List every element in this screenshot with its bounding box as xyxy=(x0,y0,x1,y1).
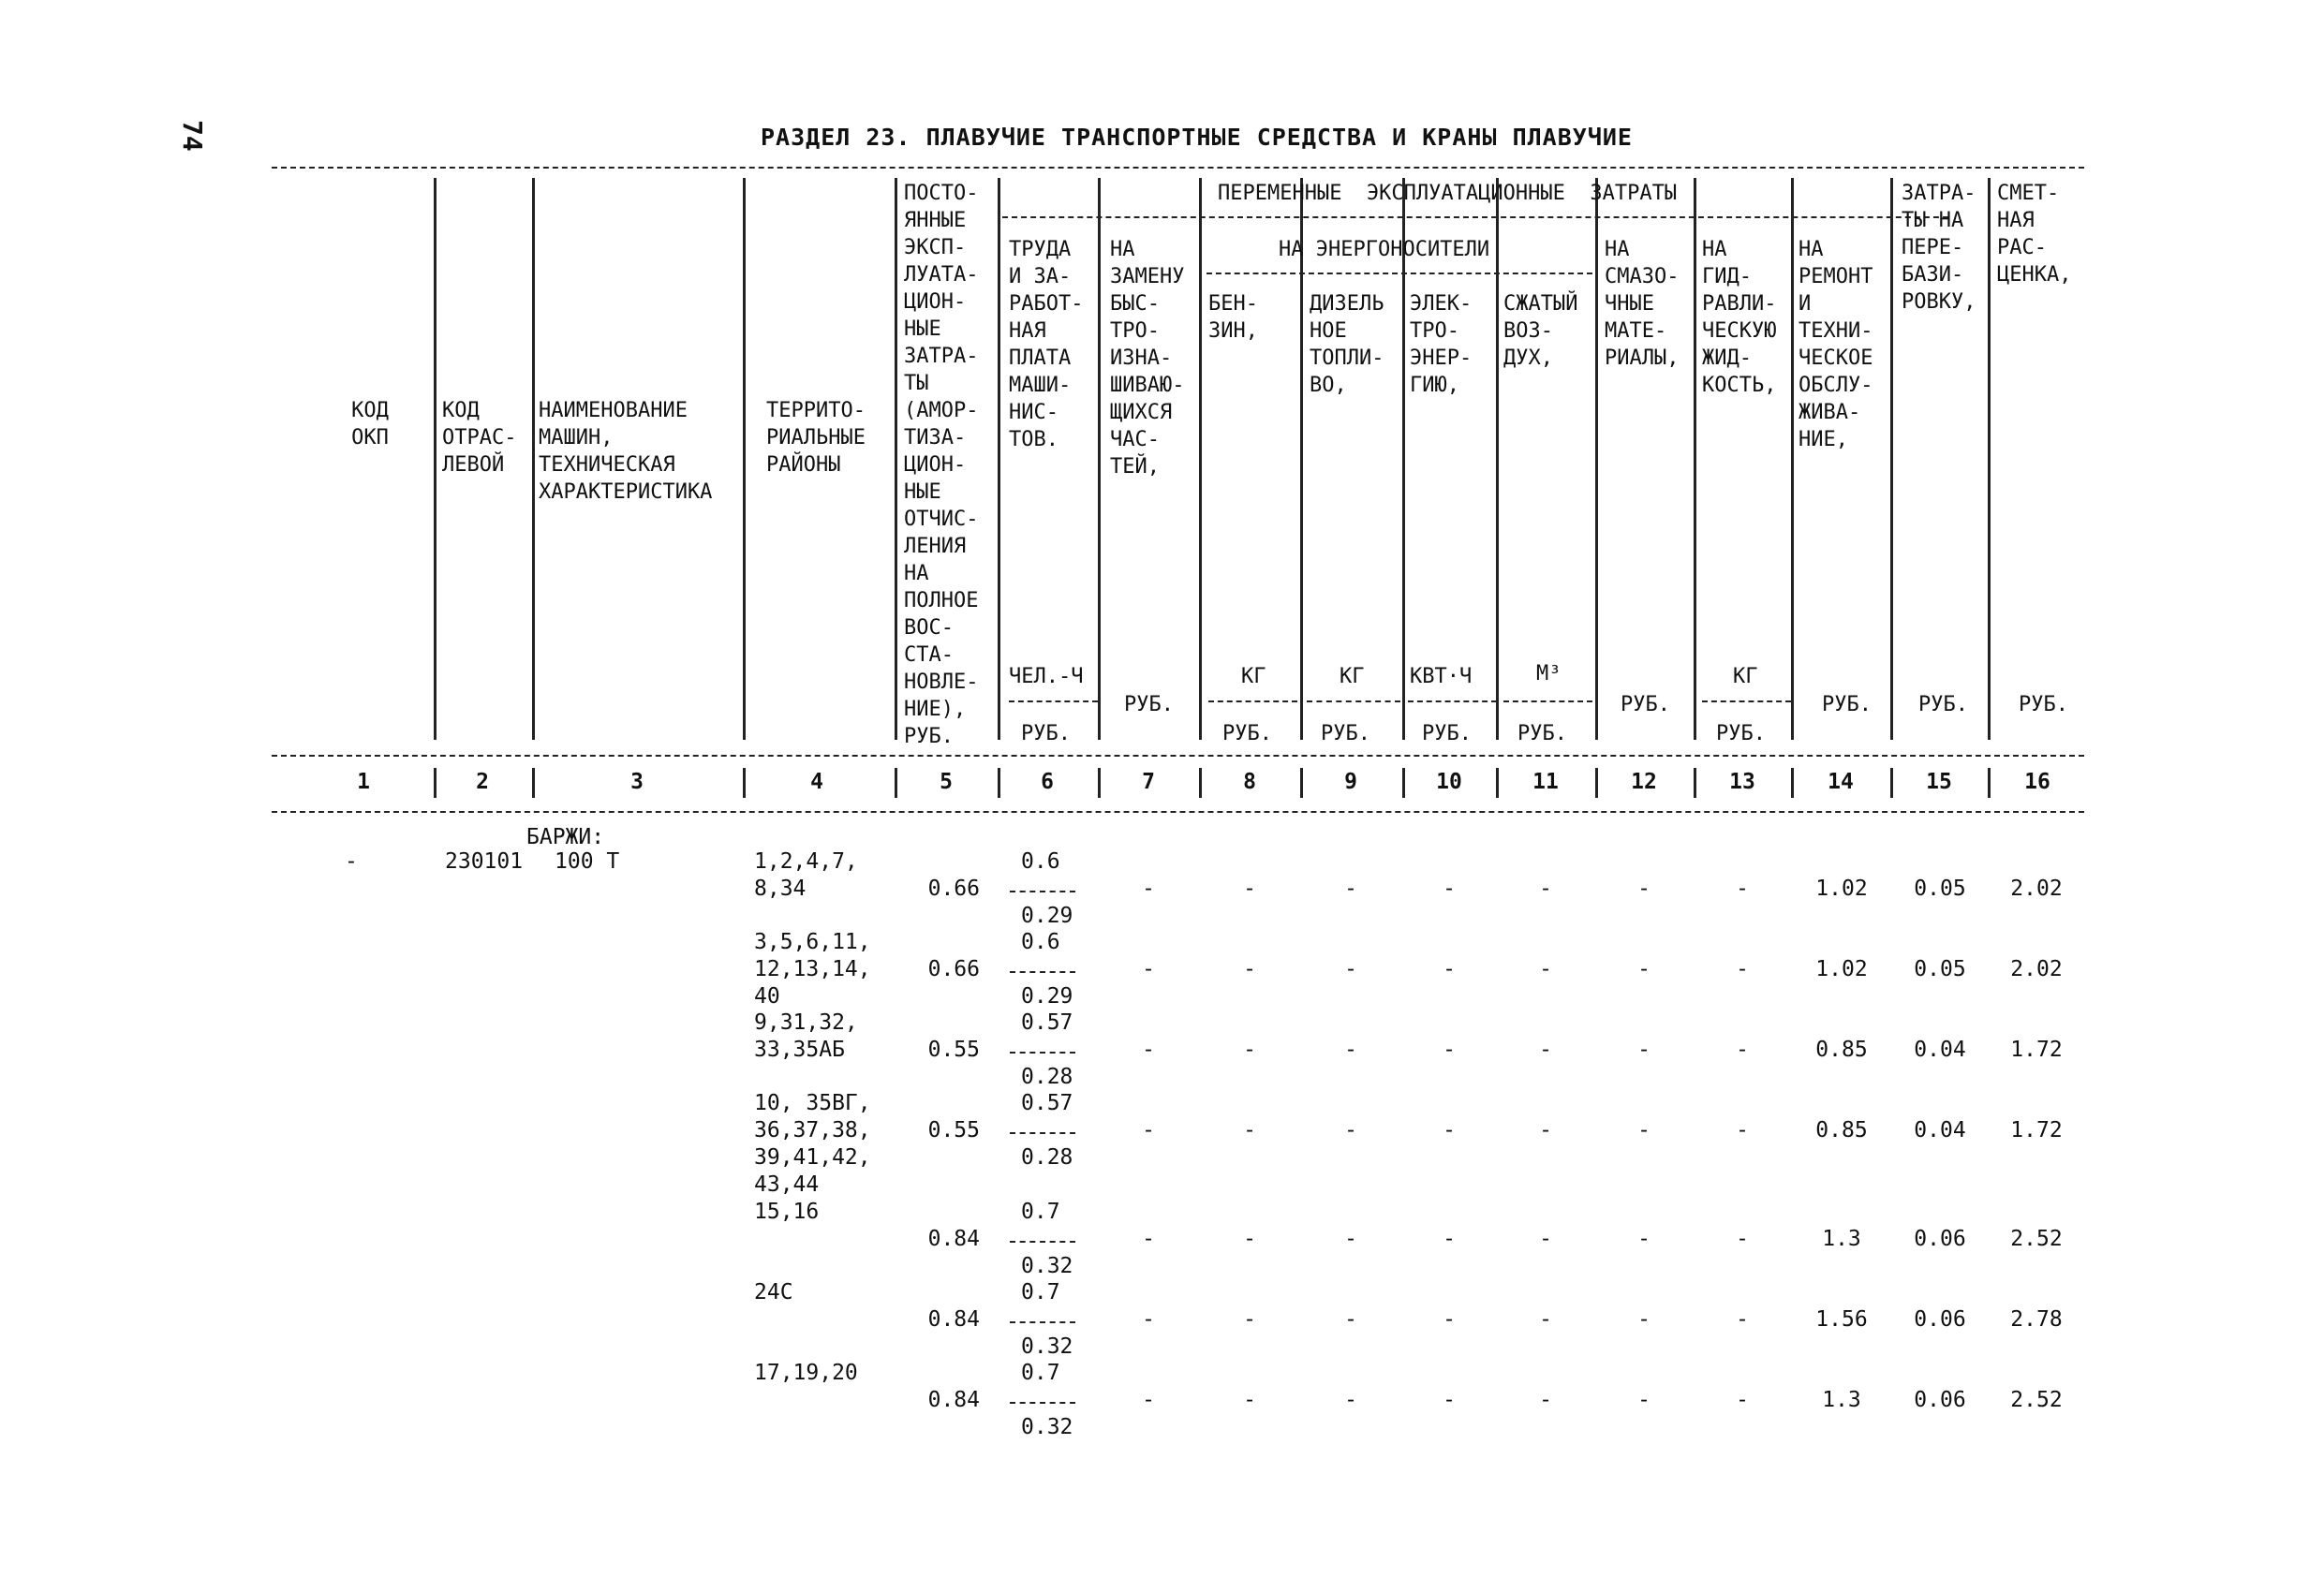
row-empty-value: - xyxy=(1243,1227,1256,1251)
row-truda-bottom: 0.28 xyxy=(1021,1065,1073,1089)
header-energy-group: НА ЭНЕРГОНОСИТЕЛИ xyxy=(1279,238,1490,261)
row-truda-top: 0.7 xyxy=(1021,1280,1060,1305)
column-number-divider xyxy=(895,768,897,798)
row-perebazirovka: 0.06 xyxy=(1914,1307,1966,1332)
row-truda-top: 0.57 xyxy=(1021,1010,1073,1035)
header-remont: НА РЕМОНТ И ТЕХНИ- ЧЕСКОЕ ОБСЛУ- ЖИВА- НИЕ, xyxy=(1799,238,1873,451)
column-number: 15 xyxy=(1926,770,1952,794)
header-kod-okp: КОД ОКП xyxy=(351,399,389,450)
row-empty-value: - xyxy=(1539,1307,1552,1332)
column-divider xyxy=(1988,178,1991,740)
header-postoyannye-zatraty: ПОСТО- ЯННЫЕ ЭКСП- ЛУАТА- ЦИОН- НЫЕ ЗАТРА- ТЫ (АМОР- ТИЗА- ЦИОН- НЫЕ ОТЧИС- ЛЕНИЯ НА ПОЛНОЕ ВОС- СТА- НОВЛЕ- НИЕ), РУБ. xyxy=(904,182,979,748)
row-smetnaya: 2.02 xyxy=(2010,877,2063,901)
header-benzin-unit-bottom: РУБ. xyxy=(1222,722,1272,745)
column-divider xyxy=(1694,178,1696,740)
column-number: 13 xyxy=(1729,770,1755,794)
numbers-bottom-rule xyxy=(272,811,2084,813)
row-empty-value: - xyxy=(1243,957,1256,981)
row-empty-value: - xyxy=(1637,1307,1650,1332)
row-empty-value: - xyxy=(1637,1118,1650,1142)
column-divider xyxy=(1791,178,1794,740)
truda-unit-rule xyxy=(1009,700,1098,702)
energy-group-rule xyxy=(1206,273,1592,274)
header-benzin: БЕН- ЗИН, xyxy=(1208,292,1258,343)
column-number-divider xyxy=(1694,768,1696,798)
header-truda: ТРУДА И ЗА- РАБОТ- НАЯ ПЛАТА МАШИ- НИС- ТОВ. xyxy=(1009,238,1084,451)
machine-name: 100 Т xyxy=(555,849,620,874)
row-truda-bottom: 0.29 xyxy=(1021,984,1073,1009)
column-number-divider xyxy=(532,768,535,798)
row-empty-value: - xyxy=(1443,1307,1456,1332)
row-regions: 10, 35ВГ, 36,37,38, 39,41,42, 43,44 xyxy=(754,1091,871,1197)
header-territorialnye-rayony: ТЕРРИТО- РИАЛЬНЫЕ РАЙОНЫ xyxy=(766,399,866,477)
row-regions: 24С xyxy=(754,1280,793,1305)
row-postoyannye: 0.55 xyxy=(927,1118,980,1142)
column-number: 5 xyxy=(940,770,953,794)
row-smetnaya: 1.72 xyxy=(2010,1038,2063,1062)
row-remont: 1.3 xyxy=(1822,1388,1861,1412)
row-fraction-rule xyxy=(1010,1241,1075,1243)
column-number: 6 xyxy=(1041,770,1054,794)
header-smetnaya-rascenka-unit: РУБ. xyxy=(2019,693,2068,716)
szhatyy-vozdukh-unit-rule xyxy=(1503,700,1592,702)
row-empty-value: - xyxy=(1243,1388,1256,1412)
row-smetnaya: 2.78 xyxy=(2010,1307,2063,1332)
row-empty-value: - xyxy=(1142,1227,1155,1251)
row-empty-value: - xyxy=(1736,1307,1749,1332)
header-remont-unit: РУБ. xyxy=(1822,693,1872,716)
row-empty-value: - xyxy=(1637,877,1650,901)
column-number-divider xyxy=(1098,768,1101,798)
row-empty-value: - xyxy=(1539,1227,1552,1251)
row-postoyannye: 0.84 xyxy=(927,1227,980,1251)
column-number: 2 xyxy=(476,770,489,794)
header-szhatyy-vozdukh: СЖАТЫЙ ВОЗ- ДУХ, xyxy=(1503,292,1578,370)
row-postoyannye: 0.55 xyxy=(927,1038,980,1062)
column-number: 10 xyxy=(1436,770,1462,794)
header-variable-group: ПЕРЕМЕННЫЕ ЭКСПЛУАТАЦИОННЫЕ ЗАТРАТЫ xyxy=(1218,182,1678,205)
row-remont: 1.02 xyxy=(1815,877,1868,901)
column-divider xyxy=(434,178,437,740)
row-remont: 1.02 xyxy=(1815,957,1868,981)
row-empty-value: - xyxy=(1539,877,1552,901)
header-na-zamenu: НА ЗАМЕНУ БЫС- ТРО- ИЗНА- ШИВАЮ- ЩИХСЯ ЧАС- ТЕЙ, xyxy=(1110,238,1185,479)
row-postoyannye: 0.66 xyxy=(927,877,980,901)
row-truda-top: 0.6 xyxy=(1021,849,1060,874)
row-fraction-rule xyxy=(1010,1132,1075,1134)
row-empty-value: - xyxy=(1736,877,1749,901)
row-perebazirovka: 0.04 xyxy=(1914,1118,1966,1142)
row-perebazirovka: 0.05 xyxy=(1914,877,1966,901)
column-divider xyxy=(532,178,535,740)
row-empty-value: - xyxy=(1539,957,1552,981)
row-empty-value: - xyxy=(1243,1307,1256,1332)
column-number-divider xyxy=(1595,768,1598,798)
row-fraction-rule xyxy=(1010,891,1075,892)
header-gidravlicheskaya-unit-top: КГ xyxy=(1733,665,1758,688)
row-empty-value: - xyxy=(1539,1388,1552,1412)
row-postoyannye: 0.84 xyxy=(927,1388,980,1412)
row-empty-value: - xyxy=(1443,1227,1456,1251)
row-empty-value: - xyxy=(1443,957,1456,981)
row-empty-value: - xyxy=(1344,957,1357,981)
column-number: 7 xyxy=(1142,770,1155,794)
row-smetnaya: 2.02 xyxy=(2010,957,2063,981)
row-smetnaya: 2.52 xyxy=(2010,1388,2063,1412)
row-fraction-rule xyxy=(1010,1052,1075,1054)
column-number: 1 xyxy=(357,770,370,794)
header-smazochnye: НА СМАЗО- ЧНЫЕ МАТЕ- РИАЛЫ, xyxy=(1605,238,1680,370)
row-empty-value: - xyxy=(1637,1227,1650,1251)
row-empty-value: - xyxy=(1344,1038,1357,1062)
column-number: 4 xyxy=(810,770,823,794)
row-empty-value: - xyxy=(1736,1388,1749,1412)
column-number: 8 xyxy=(1243,770,1256,794)
row-regions: 15,16 xyxy=(754,1200,820,1224)
benzin-unit-rule xyxy=(1208,700,1297,702)
header-naimenovanie: НАИМЕНОВАНИЕ МАШИН, ТЕХНИЧЕСКАЯ ХАРАКТЕРИСТИКА xyxy=(539,399,713,504)
row-perebazirovka: 0.06 xyxy=(1914,1227,1966,1251)
section-title: РАЗДЕЛ 23. ПЛАВУЧИЕ ТРАНСПОРТНЫЕ СРЕДСТВА И КРАНЫ ПЛАВУЧИЕ xyxy=(761,124,1633,151)
header-szhatyy-vozdukh-unit-top: М³ xyxy=(1536,662,1562,685)
page-number: 74 xyxy=(177,120,208,152)
column-number: 16 xyxy=(2024,770,2050,794)
row-empty-value: - xyxy=(1142,1307,1155,1332)
column-number-divider xyxy=(998,768,1000,798)
column-number-divider xyxy=(1300,768,1303,798)
row-empty-value: - xyxy=(1443,1118,1456,1142)
header-kod-otraslevoy: КОД ОТРАС- ЛЕВОЙ xyxy=(442,399,517,477)
header-na-zamenu-unit: РУБ. xyxy=(1124,693,1174,716)
header-benzin-unit-top: КГ xyxy=(1241,665,1266,688)
header-elektroenergiya-unit-top: КВТ·Ч xyxy=(1410,665,1473,688)
header-bottom-rule xyxy=(272,755,2084,757)
row-smetnaya: 1.72 xyxy=(2010,1118,2063,1142)
row-perebazirovka: 0.04 xyxy=(1914,1038,1966,1062)
row-empty-value: - xyxy=(1142,1038,1155,1062)
header-dizel: ДИЗЕЛЬ НОЕ ТОПЛИ- ВО, xyxy=(1310,292,1384,397)
row-regions: 3,5,6,11, 12,13,14, 40 xyxy=(754,930,871,1009)
row-regions: 17,19,20 xyxy=(754,1361,858,1385)
header-perebazirovka-unit: РУБ. xyxy=(1918,693,1968,716)
row-fraction-rule xyxy=(1010,971,1075,973)
column-number-divider xyxy=(1199,768,1202,798)
row-empty-value: - xyxy=(1443,877,1456,901)
column-number-divider xyxy=(1791,768,1794,798)
elektroenergiya-unit-rule xyxy=(1408,700,1497,702)
machine-code: 230101 xyxy=(445,849,524,874)
row-truda-bottom: 0.32 xyxy=(1021,1334,1073,1359)
row-empty-value: - xyxy=(1243,1118,1256,1142)
header-truda-unit-top: ЧЕЛ.-Ч xyxy=(1009,665,1084,688)
row-postoyannye: 0.84 xyxy=(927,1307,980,1332)
column-divider xyxy=(895,178,897,740)
column-number-divider xyxy=(1402,768,1405,798)
header-perebazirovka: ЗАТРА- ТЫ НА ПЕРЕ- БАЗИ- РОВКУ, xyxy=(1902,182,1976,314)
row-empty-value: - xyxy=(1637,1038,1650,1062)
row-perebazirovka: 0.06 xyxy=(1914,1388,1966,1412)
column-divider xyxy=(1098,178,1101,740)
header-dizel-unit-bottom: РУБ. xyxy=(1321,722,1370,745)
variable-group-rule xyxy=(1002,216,1948,218)
row-truda-bottom: 0.32 xyxy=(1021,1254,1073,1278)
row-truda-bottom: 0.29 xyxy=(1021,904,1073,928)
column-number-divider xyxy=(1988,768,1991,798)
row-truda-top: 0.7 xyxy=(1021,1361,1060,1385)
row-truda-top: 0.6 xyxy=(1021,930,1060,954)
row-empty-value: - xyxy=(1344,877,1357,901)
header-smetnaya-rascenka: СМЕТ- НАЯ РАС- ЦЕНКА, xyxy=(1997,182,2072,287)
column-divider xyxy=(998,178,1000,740)
column-number: 14 xyxy=(1828,770,1854,794)
column-number-divider xyxy=(434,768,437,798)
column-number: 9 xyxy=(1344,770,1357,794)
column-number: 12 xyxy=(1631,770,1657,794)
top-rule xyxy=(272,167,2084,169)
column-number-divider xyxy=(1890,768,1893,798)
column-divider xyxy=(1595,178,1598,740)
row-empty-value: - xyxy=(1344,1118,1357,1142)
row-empty-value: - xyxy=(1637,1388,1650,1412)
header-elektroenergiya-unit-bottom: РУБ. xyxy=(1422,722,1472,745)
row-empty-value: - xyxy=(1142,1388,1155,1412)
column-number: 11 xyxy=(1532,770,1559,794)
row-truda-bottom: 0.32 xyxy=(1021,1415,1073,1439)
row-empty-value: - xyxy=(1344,1388,1357,1412)
row-fraction-rule xyxy=(1010,1321,1075,1323)
header-elektroenergiya: ЭЛЕК- ТРО- ЭНЕР- ГИЮ, xyxy=(1410,292,1473,397)
row-truda-bottom: 0.28 xyxy=(1021,1145,1073,1170)
row-empty-value: - xyxy=(1344,1227,1357,1251)
row-fraction-rule xyxy=(1010,1402,1075,1404)
row-empty-value: - xyxy=(1736,957,1749,981)
row-truda-top: 0.57 xyxy=(1021,1091,1073,1115)
row-empty-value: - xyxy=(1539,1038,1552,1062)
row-empty-value: - xyxy=(1142,1118,1155,1142)
row-empty-value: - xyxy=(1443,1038,1456,1062)
row-empty-value: - xyxy=(1142,957,1155,981)
column-number-divider xyxy=(743,768,746,798)
row-empty-value: - xyxy=(1243,877,1256,901)
row-empty-value: - xyxy=(1637,957,1650,981)
column-number-divider xyxy=(1496,768,1499,798)
row-remont: 1.3 xyxy=(1822,1227,1861,1251)
row-remont: 0.85 xyxy=(1815,1118,1868,1142)
row-truda-top: 0.7 xyxy=(1021,1200,1060,1224)
row-postoyannye: 0.66 xyxy=(927,957,980,981)
row-regions: 1,2,4,7, 8,34 xyxy=(754,849,858,901)
row-empty-value: - xyxy=(1736,1118,1749,1142)
column-divider xyxy=(1199,178,1202,740)
row-smetnaya: 2.52 xyxy=(2010,1227,2063,1251)
row-empty-value: - xyxy=(1736,1227,1749,1251)
row-empty-value: - xyxy=(1344,1307,1357,1332)
header-smazochnye-unit: РУБ. xyxy=(1621,693,1670,716)
column-divider xyxy=(1890,178,1893,740)
column-divider xyxy=(1496,178,1499,740)
header-dizel-unit-top: КГ xyxy=(1340,665,1365,688)
dizel-unit-rule xyxy=(1307,700,1400,702)
row-remont: 1.56 xyxy=(1815,1307,1868,1332)
row-remont: 0.85 xyxy=(1815,1038,1868,1062)
row-empty-value: - xyxy=(1142,877,1155,901)
row-empty-value: - xyxy=(1443,1388,1456,1412)
machine-okp: - xyxy=(345,849,358,874)
column-number: 3 xyxy=(630,770,644,794)
header-gidravlicheskaya: НА ГИД- РАВЛИ- ЧЕСКУЮ ЖИД- КОСТЬ, xyxy=(1702,238,1777,397)
header-gidravlicheskaya-unit-bottom: РУБ. xyxy=(1716,722,1766,745)
header-truda-unit-bottom: РУБ. xyxy=(1021,722,1071,745)
row-empty-value: - xyxy=(1736,1038,1749,1062)
row-empty-value: - xyxy=(1243,1038,1256,1062)
group-label: БАРЖИ: xyxy=(526,825,605,849)
row-perebazirovka: 0.05 xyxy=(1914,957,1966,981)
row-empty-value: - xyxy=(1539,1118,1552,1142)
header-szhatyy-vozdukh-unit-bottom: РУБ. xyxy=(1517,722,1567,745)
row-regions: 9,31,32, 33,35АБ xyxy=(754,1010,858,1062)
gidravlicheskaya-unit-rule xyxy=(1702,700,1791,702)
column-divider xyxy=(743,178,746,740)
